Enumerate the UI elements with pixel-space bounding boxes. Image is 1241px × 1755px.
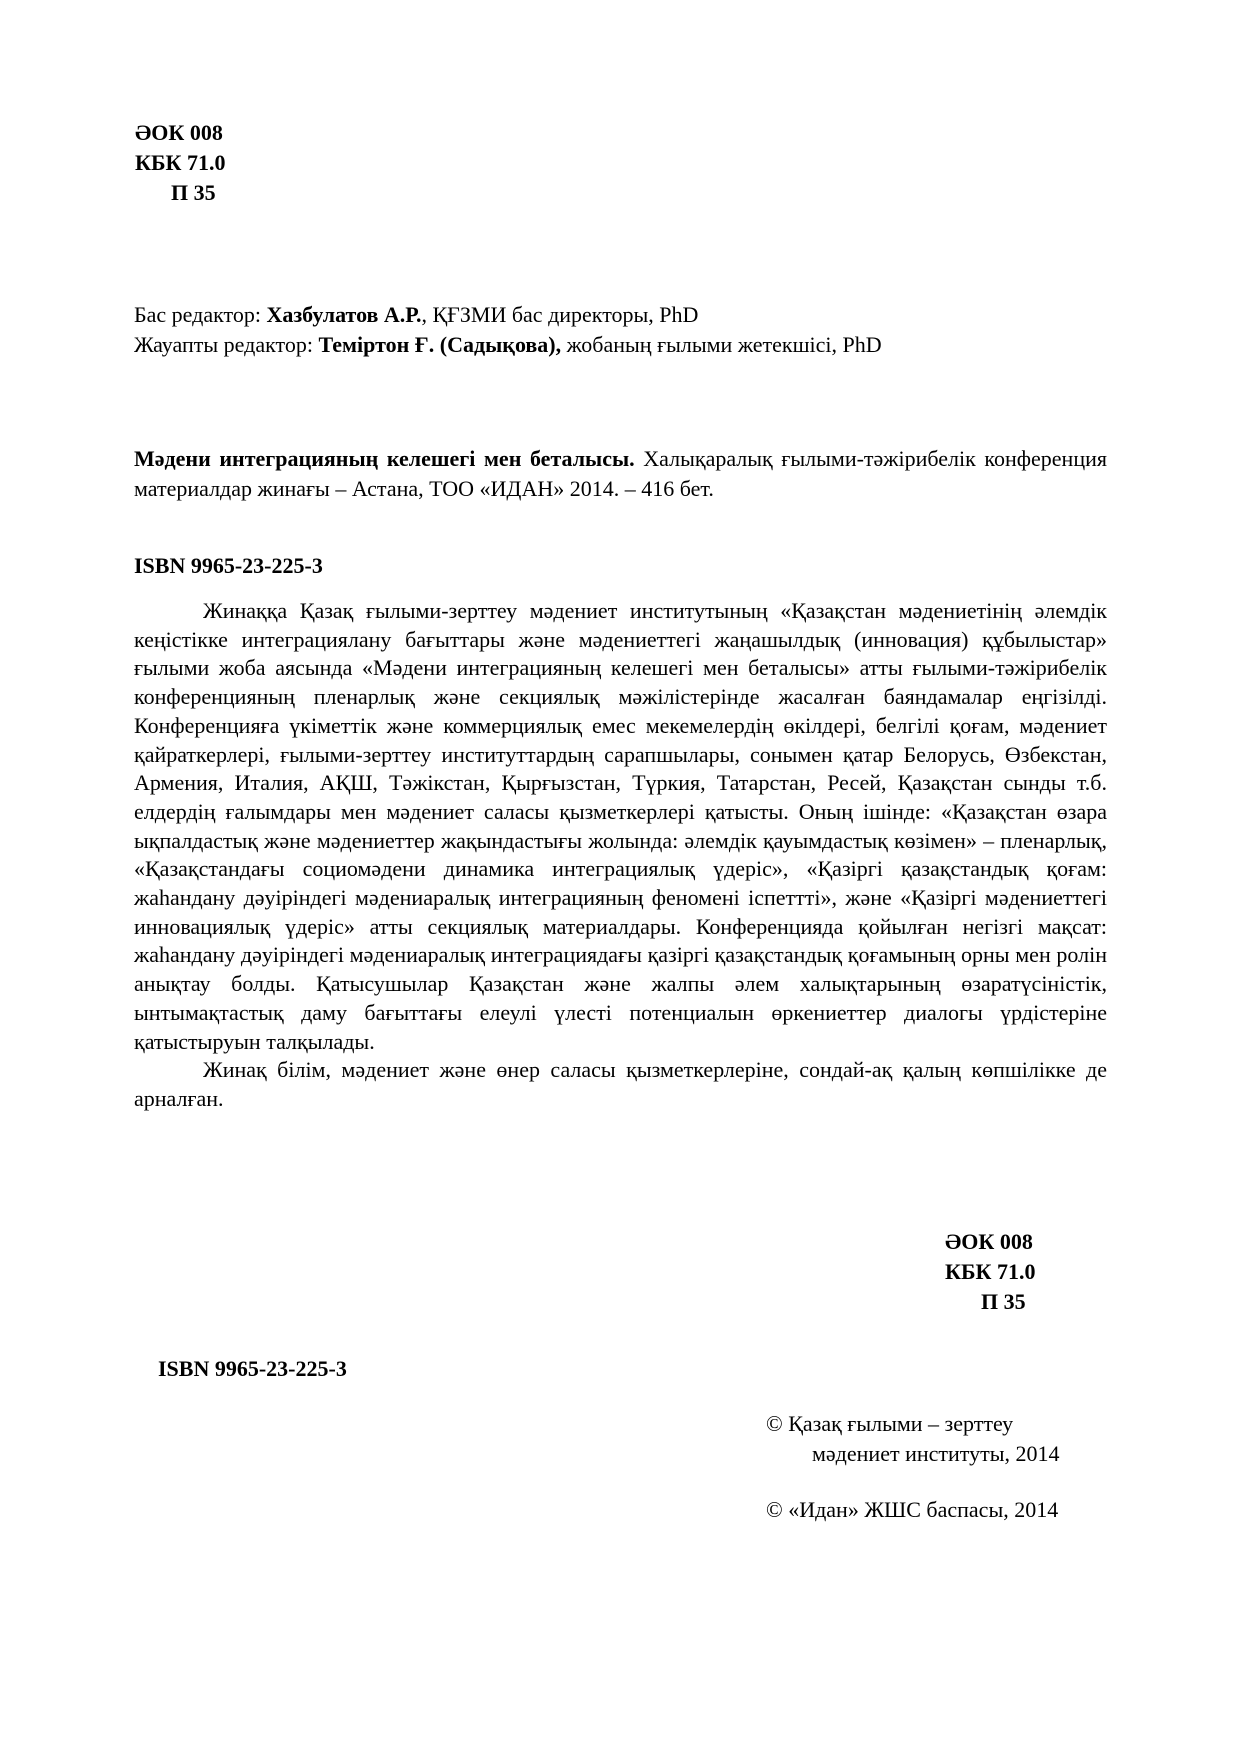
isbn-bottom: ISBN 9965-23-225-3 [158, 1356, 347, 1381]
responsible-editor-prefix: Жауапты редактор: [134, 332, 319, 357]
abstract-paragraph-1: Жинаққа Қазақ ғылыми-зерттеу мәдениет институтының «Қазақстан мәдениетінің әлемдік кеңістікке интеграциялану бағыттары және мәдениеттегі жаңашылдық (инновация) құбылыстар» ғылыми жоба аясында «Мәдени интеграцияның келешегі мен беталысы» атты ғылыми-тәжірибелік конференцияның пленарлық және секциялық мәжілістерінде жасалған баяндамалар еңгізілді. Конференцияға үкіметтік және коммерциялық емес мекемелердің өкілдері, белгілі қоғам, мәдениет қайраткерлері, ғылыми-зерттеу институттардың сарапшылары, сонымен қатар Белорусь, Өзбекстан, Армения, Италия, АҚШ, Тәжікстан, Қырғызстан, Түркия, Татарстан, Ресей, Қазақстан сынды т.б. елдердің ғалымдары мен мәдениет саласы қызметкерлері қатысты. Оның ішінде: «Қазақстан өзара ықпалдастық және мәдениеттер жақындастығы жолында: әлемдік қауымдастық көзімен» – пленарлық, «Қазақстандағы социомәдени динамика интеграциялық үдеріс», «Қазіргі қазақстандық қоғам: жаһандану дәуіріндегі мәдениаралық интеграцияның феномені іспеттті», және «Қазіргі мәдениеттегі инновациялық үдеріс» атты секциялық материалдары. Конференцияда қойылған негізгі мақсат: жаһандану дәуіріндегі мәдениаралық интеграциядағы қазіргі қазақстандық қоғамының орны мен ролін анықтау болды. Қатысушылар Қазақстан және жалпы әлем халықтарының өзаратүсіністік, ынтымақтастық даму бағыттағы елеулі үлесті потенциалын өркениеттер диалогы үрдістеріне қатыстыруын талқылады. [134, 598, 1107, 1054]
chief-editor-prefix: Бас редактор: [134, 302, 267, 327]
uok-code: ӘОК 008 [135, 120, 223, 145]
copyright-block [766, 1409, 1060, 1525]
abstract [134, 597, 1107, 1114]
classification-codes-top [135, 118, 225, 208]
book-description: Халықаралық ғылыми-тәжірибелік конференция материалдар жинағы – Астана, ТОО «ИДАН» 2014. – 416 бет. [134, 446, 1107, 501]
editors-block [134, 300, 882, 360]
author-mark: П 35 [171, 180, 216, 205]
bibliographic-description [134, 444, 1107, 504]
uok-code: ӘОК 008 [945, 1229, 1033, 1254]
kbk-code: КБК 71.0 [135, 150, 226, 175]
responsible-editor-name: Теміртон Ғ. (Садықова), [318, 332, 562, 357]
author-mark: П 35 [981, 1289, 1026, 1314]
responsible-editor-line [134, 330, 882, 360]
abstract-paragraph-2: Жинақ білім, мәдениет және өнер саласы қызметкерлеріне, сондай-ақ қалың көпшілікке де арналған. [134, 1057, 1107, 1111]
chief-editor-line [134, 300, 882, 330]
copyright-institute-cont: мәдениет институты, 2014 [812, 1441, 1060, 1466]
chief-editor-role: , ҚҒЗМИ бас директоры, PhD [421, 302, 699, 327]
kbk-code: КБК 71.0 [945, 1259, 1036, 1284]
copyright-institute: © Қазақ ғылыми – зерттеу [766, 1411, 1014, 1436]
responsible-editor-role: жобаның ғылыми жетекшісі, PhD [561, 332, 882, 357]
copyright-publisher: © «Идан» ЖШС баспасы, 2014 [766, 1497, 1059, 1522]
isbn-top: ISBN 9965-23-225-3 [134, 553, 323, 578]
book-title: Мәдени интеграцияның келешегі мен беталысы. [134, 446, 635, 471]
chief-editor-name: Хазбулатов А.Р. [266, 302, 422, 327]
classification-codes-bottom [945, 1227, 1035, 1317]
